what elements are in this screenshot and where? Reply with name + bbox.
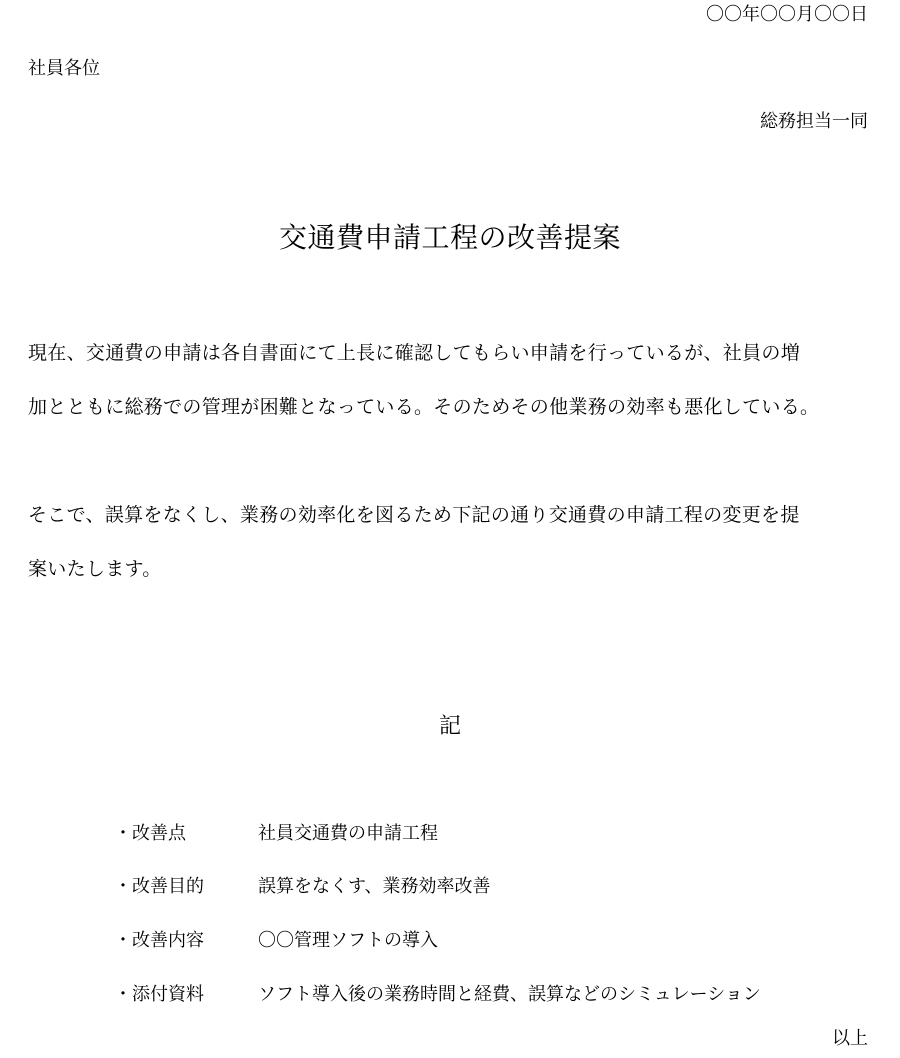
item-bullet: ・ [114,984,132,1005]
item-bullet: ・ [114,823,132,844]
item-bullet: ・ [114,930,132,951]
recipient-line: 社員各位 [28,58,100,79]
body-paragraph-2-line-1: そこで、誤算をなくし、業務の効率化を図るため下記の通り交通費の申請工程の変更を提 [28,504,800,526]
body-paragraph-1-line-2: 加とともに総務での管理が困難となっている。そのためその他業務の効率も悪化している。 [28,396,820,418]
date-line: 〇〇年〇〇月〇〇日 [706,4,868,25]
item-label: 改善点 [132,823,186,844]
ki-heading: 記 [438,714,461,739]
item-value: 誤算をなくす、業務効率改善 [258,876,491,897]
document-title: 交通費申請工程の改善提案 [278,221,621,254]
body-paragraph-1-line-1: 現在、交通費の申請は各自書面にて上長に確認してもらい申請を行っているが、社員の増 [28,342,801,364]
item-label: 添付資料 [132,984,204,1005]
item-value: 社員交通費の申請工程 [258,823,438,844]
sender-line: 総務担当一同 [760,111,868,132]
item-label: 改善目的 [132,876,204,897]
item-bullet: ・ [114,876,132,897]
item-label: 改善内容 [132,930,204,951]
body-paragraph-2-line-2: 案いたします。 [28,558,162,580]
item-value: 〇〇管理ソフトの導入 [258,930,438,951]
closing-line: 以上 [832,1028,868,1049]
item-value: ソフト導入後の業務時間と経費、誤算などのシミュレーション [258,984,761,1005]
